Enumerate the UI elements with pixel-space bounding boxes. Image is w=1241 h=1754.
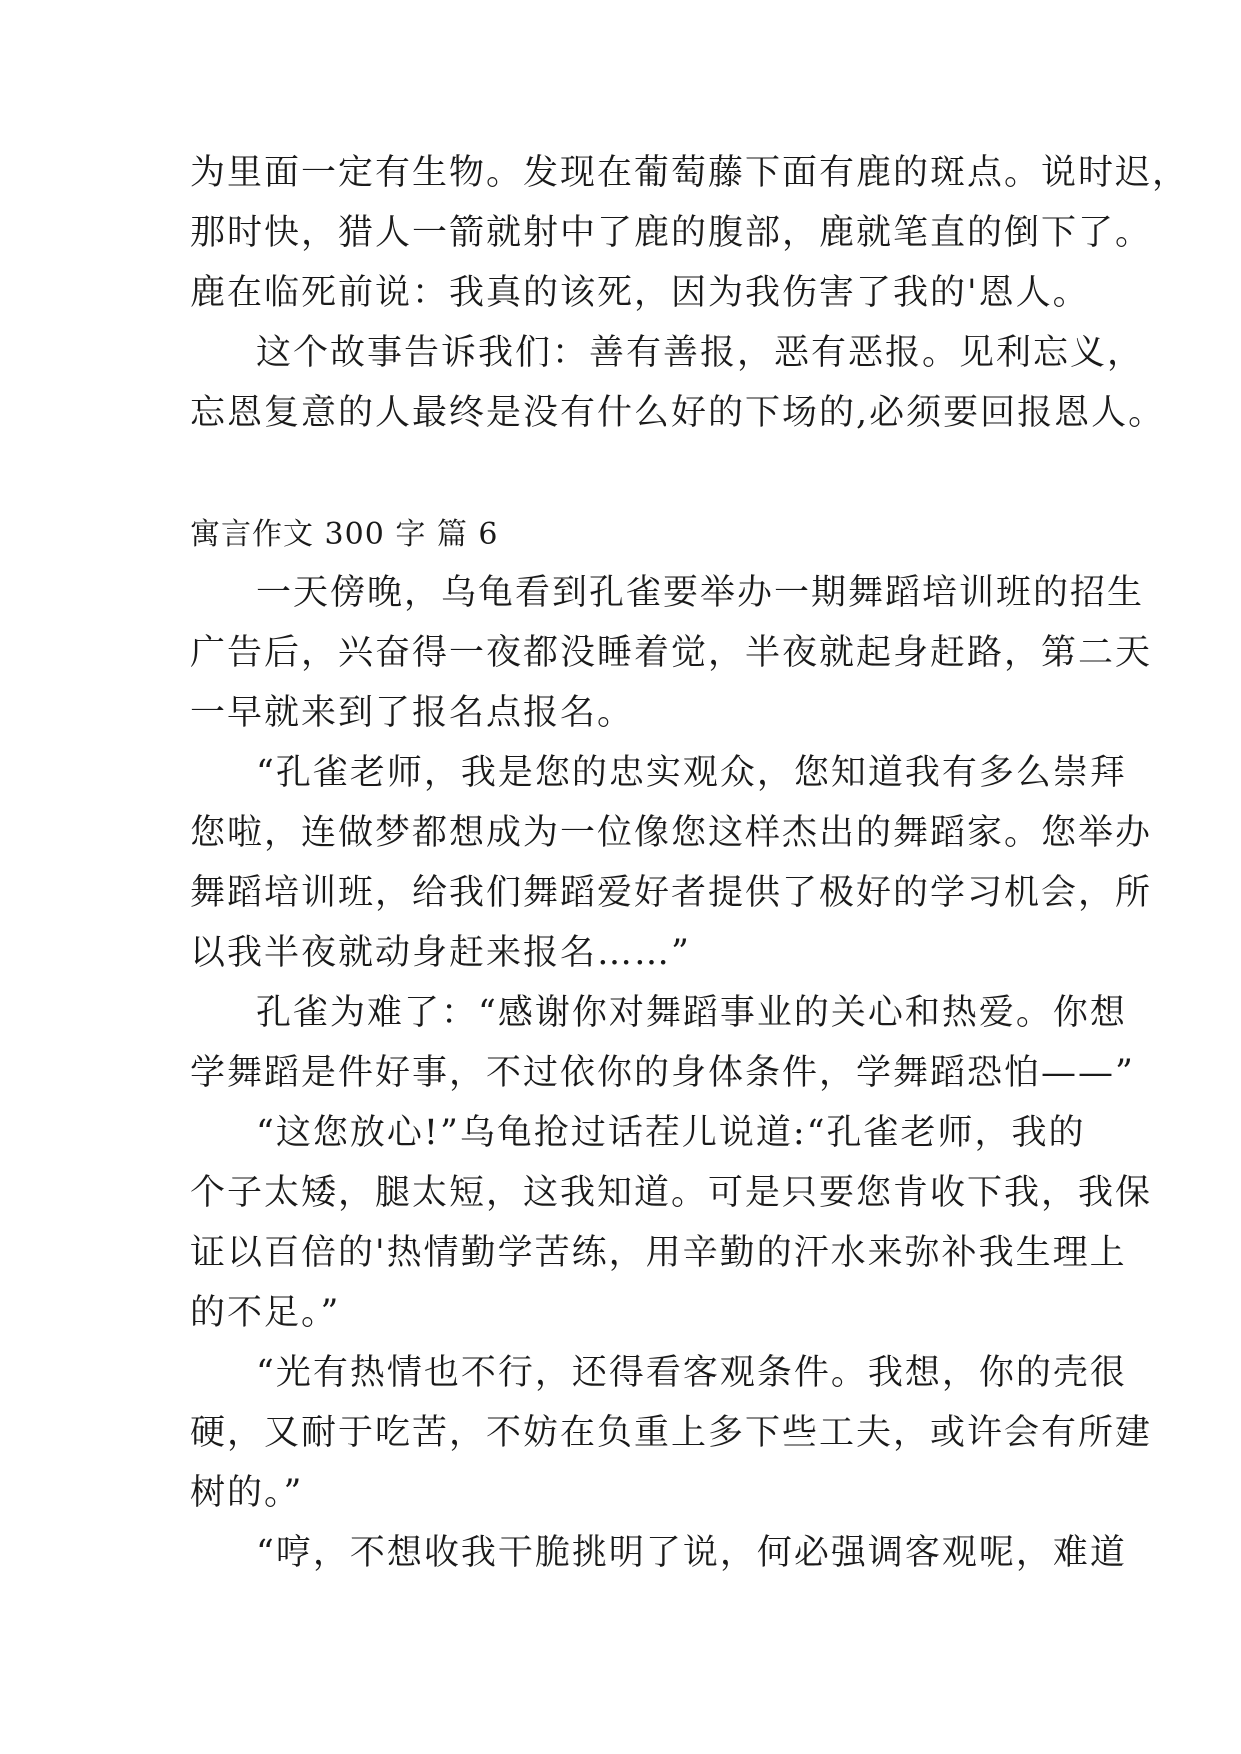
text-line: 舞蹈培训班，给我们舞蹈爱好者提供了极好的学习机会，所 <box>190 873 1153 913</box>
paragraph-first-line: 一天傍晚，乌龟看到孔雀要举办一期舞蹈培训班的招生 <box>256 573 1145 613</box>
text-line: 学舞蹈是件好事，不过依你的身体条件，学舞蹈恐怕——” <box>190 1053 1135 1093</box>
section-heading: 寓言作文 300 字 篇 6 <box>190 517 499 552</box>
text-line: 硬，又耐于吃苦，不妨在负重上多下些工夫，或许会有所建 <box>190 1413 1153 1453</box>
paragraph-first-line: “哼，不想收我干脆挑明了说，何必强调客观呢，难道 <box>256 1533 1127 1573</box>
text-line: 以我半夜就动身赶来报名……” <box>190 933 691 973</box>
text-line: 个子太矮，腿太短，这我知道。可是只要您肯收下我，我保 <box>190 1173 1153 1213</box>
text-line: 一早就来到了报名点报名。 <box>190 693 635 733</box>
text-line: 树的。” <box>190 1473 304 1513</box>
text-line: 为里面一定有生物。发现在葡萄藤下面有鹿的斑点。说时迟， <box>190 153 1190 193</box>
paragraph-first-line: “光有热情也不行，还得看客观条件。我想，你的壳很 <box>256 1353 1127 1393</box>
text-line: 您啦，连做梦都想成为一位像您这样杰出的舞蹈家。您举办 <box>190 813 1153 853</box>
text-line: 证以百倍的'热情勤学苦练，用辛勤的汗水来弥补我生理上 <box>190 1233 1127 1273</box>
paragraph-first-line: 这个故事告诉我们：善有善报，恶有恶报。见利忘义， <box>256 333 1145 373</box>
text-line: 忘恩复意的人最终是没有什么好的下场的,必须要回报恩人。 <box>190 393 1166 433</box>
paragraph-first-line: “孔雀老师，我是您的忠实观众，您知道我有多么崇拜 <box>256 753 1127 793</box>
text-line: 那时快，猎人一箭就射中了鹿的腹部，鹿就笔直的倒下了。 <box>190 213 1153 253</box>
paragraph-first-line: 孔雀为难了：“感谢你对舞蹈事业的关心和热爱。你想 <box>256 993 1127 1033</box>
text-line: 的不足。” <box>190 1293 341 1333</box>
text-line: 鹿在临死前说：我真的该死，因为我伤害了我的'恩人。 <box>190 273 1090 313</box>
text-line: 广告后，兴奋得一夜都没睡着觉，半夜就起身赶路，第二天 <box>190 633 1153 673</box>
paragraph-first-line: “这您放心!”乌龟抢过话茬儿说道:“孔雀老师，我的 <box>256 1113 1086 1153</box>
